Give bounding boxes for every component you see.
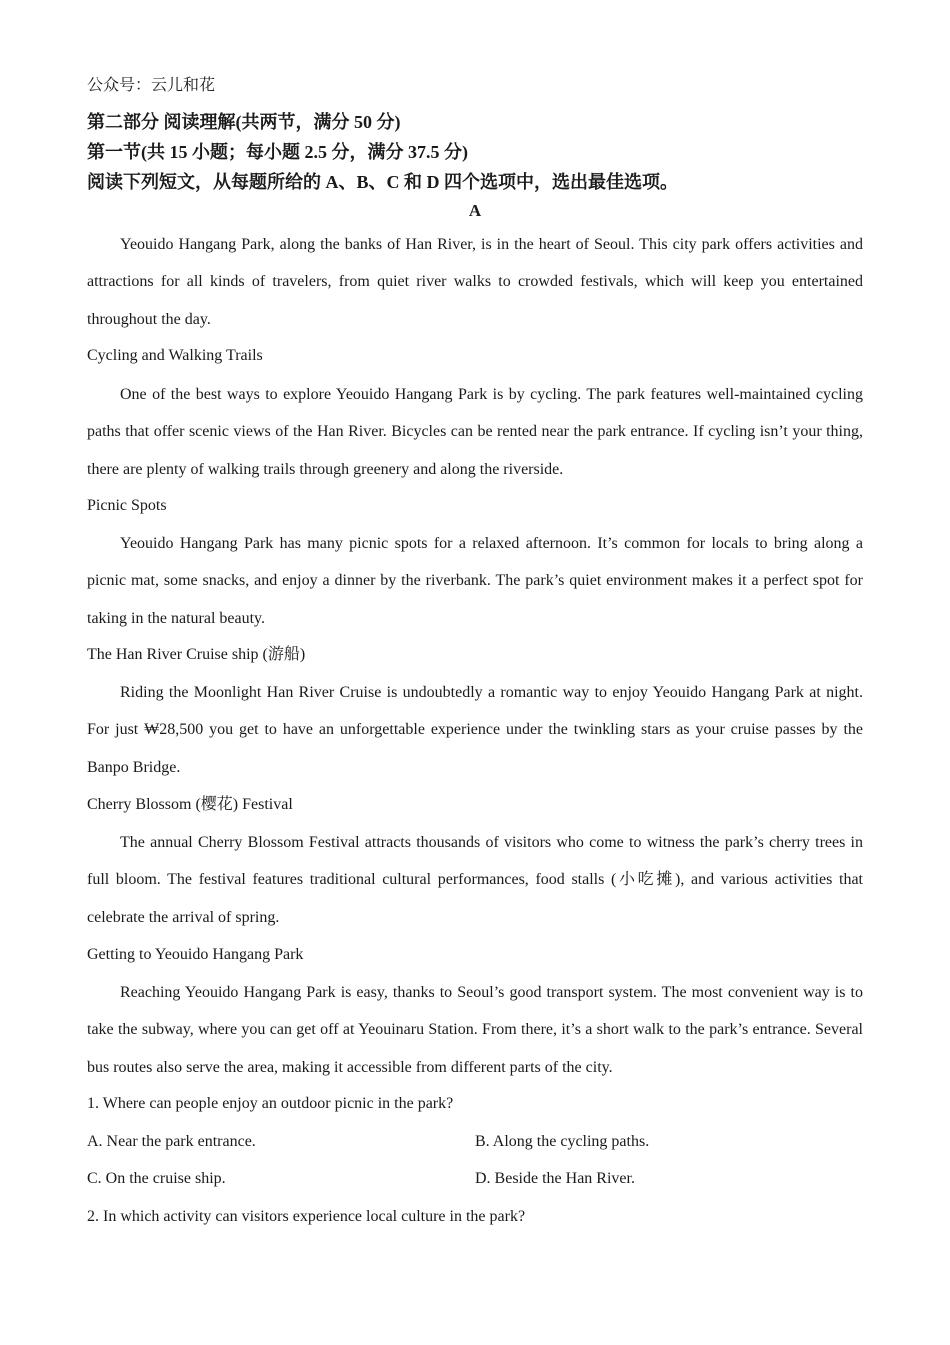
section-text-cycling: One of the best ways to explore Yeouido Hangang Park is by cycling. The park features well-maintained cycling paths that offer scenic views of the Han River. Bicycles can be rented near the park entrance. If cycling isn’t your thing, there are plenty of walking trails through greenery and along the riverside.: [87, 386, 863, 478]
passage-label: A: [468, 201, 482, 220]
section-instruction: 阅读下列短文，从每题所给的 A、B、C 和 D 四个选项中，选出最佳选项。: [87, 172, 678, 192]
section-heading-getting-there: Getting to Yeouido Hangang Park: [87, 946, 304, 963]
question-1-option-d: D. Beside the Han River.: [475, 1170, 635, 1187]
section-heading-cherry-blossom: Cherry Blossom (樱花) Festival: [87, 796, 293, 813]
question-1-option-b: B. Along the cycling paths.: [475, 1133, 650, 1150]
section-heading-cruise: The Han River Cruise ship (游船): [87, 646, 306, 663]
passage-intro-paragraph: Yeouido Hangang Park, along the banks of Han River, is in the heart of Seoul. This city park offers activities and attractions for all kinds of travelers, from quiet river walks to crowded festivals, which will keep you entertained throughout the day.: [87, 236, 863, 328]
section-text-getting-there: Reaching Yeouido Hangang Park is easy, thanks to Seoul’s good transport system. The most convenient way is to take the subway, where you can get off at Yeouinaru Station. From there, it’s a short walk to the park’s entrance. Several bus routes also serve the area, making it accessible from different parts of the city.: [87, 984, 863, 1076]
question-1-option-c: C. On the cruise ship.: [87, 1170, 226, 1187]
section-heading-picnic: Picnic Spots: [87, 497, 167, 514]
question-2-stem: 2. In which activity can visitors experience local culture in the park?: [87, 1208, 526, 1225]
source-tag: 公众号：云儿和花: [87, 75, 216, 94]
question-1-stem: 1. Where can people enjoy an outdoor picnic in the park?: [87, 1095, 454, 1112]
section-text-cherry-blossom: The annual Cherry Blossom Festival attracts thousands of visitors who come to witness the park’s cherry trees in full bloom. The festival features traditional cultural performances, food stalls (小吃摊), and various activities that celebrate the arrival of spring.: [87, 834, 863, 926]
section-heading-cycling: Cycling and Walking Trails: [87, 347, 263, 364]
section-title: 第二部分 阅读理解(共两节，满分 50 分): [87, 112, 401, 132]
section-subtitle: 第一节(共 15 小题；每小题 2.5 分，满分 37.5 分): [87, 142, 468, 162]
section-text-picnic: Yeouido Hangang Park has many picnic spots for a relaxed afternoon. It’s common for locals to bring along a picnic mat, some snacks, and enjoy a dinner by the riverbank. The park’s quiet environment makes it a perfect spot for taking in the natural beauty.: [87, 535, 863, 627]
section-text-cruise: Riding the Moonlight Han River Cruise is undoubtedly a romantic way to enjoy Yeouido Hangang Park at night. For just ₩28,500 you get to have an unforgettable experience under the twinkling stars as your cruise passes by the Banpo Bridge.: [87, 684, 863, 776]
question-1-option-a: A. Near the park entrance.: [87, 1133, 256, 1150]
